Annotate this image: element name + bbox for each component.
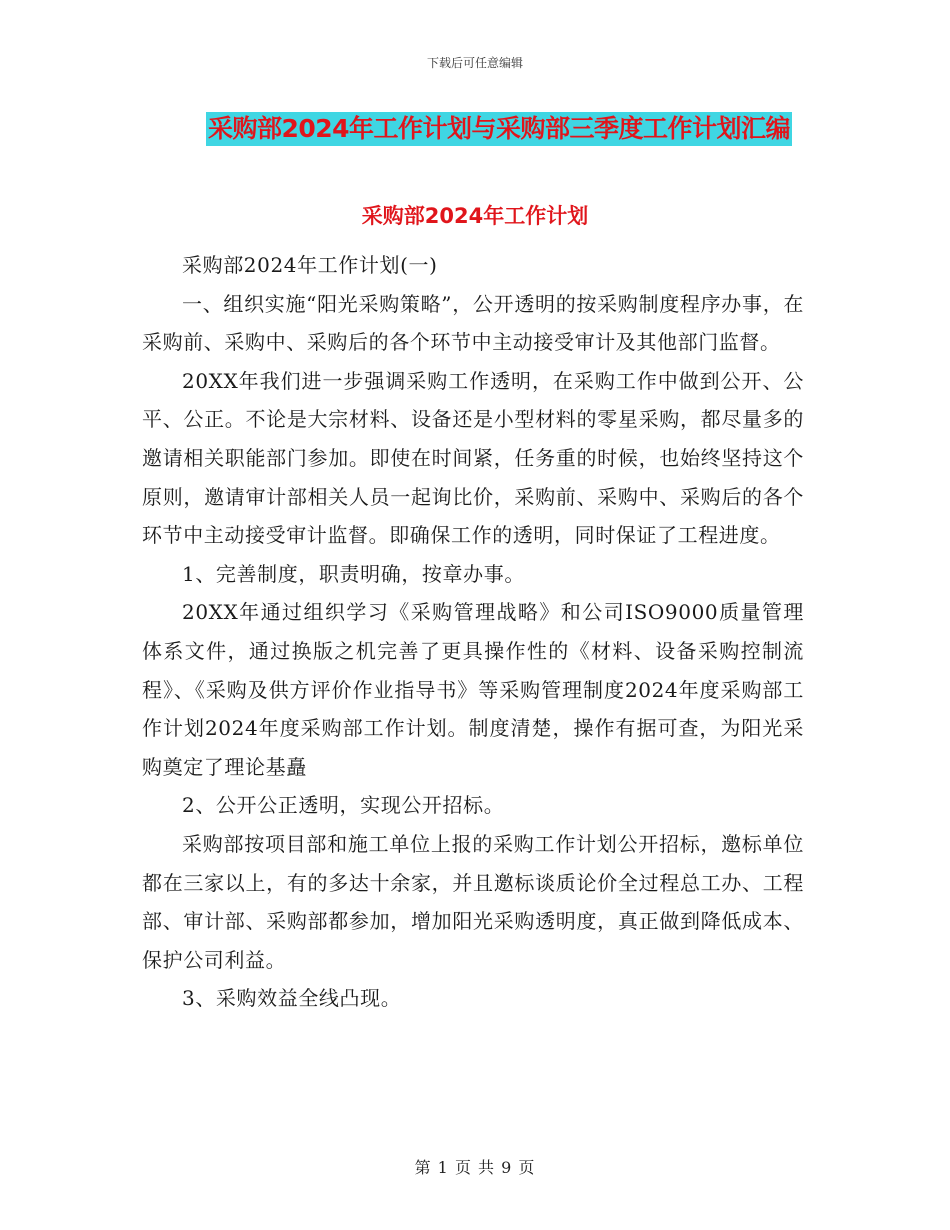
- paragraph: 2、公开公正透明，实现公开招标。: [182, 793, 505, 818]
- paragraph: 3、采购效益全线凸现。: [182, 986, 402, 1011]
- document-body: [142, 246, 804, 1018]
- paragraph: 一、组织实施“阳光采购策略”，公开透明的按采购制度程序办事，在采购前、采购中、采购后的各个环节中主动接受审计及其他部门监督。: [142, 291, 804, 355]
- paragraph: 20XX年通过组织学习《采购管理战略》和公司ISO9000质量管理体系文件，通过换版之机完善了更具操作性的《材料、设备采购控制流程》、《采购及供方评价作业指导书》等采购管理制度2024年度采购部工作计划2024年度采购部工作计划。制度清楚，操作有据可查，为阳光采购奠定了理论基矗: [142, 600, 804, 779]
- paragraph: 采购部2024年工作计划(一): [182, 253, 438, 277]
- paragraph: 采购部按项目部和施工单位上报的采购工作计划公开招标，邀标单位都在三家以上，有的多达十余家，并且邀标谈质论价全过程总工办、工程部、审计部、采购部都参加，增加阳光采购透明度，真正做到降低成本、保护公司利益。: [142, 831, 804, 972]
- page-indicator: 第 1 页 共 9 页: [414, 1158, 536, 1177]
- document-title-wrapper: [0, 112, 950, 146]
- document-title: 采购部2024年工作计划与采购部三季度工作计划汇编: [206, 112, 792, 146]
- paragraph: 1、完善制度，职责明确，按章办事。: [182, 561, 525, 586]
- section-title: 采购部2024年工作计划: [361, 204, 589, 228]
- paragraph: 20XX年我们进一步强调采购工作透明，在采购工作中做到公开、公平、公正。不论是大宗材料、设备还是小型材料的零星采购，都尽量多的邀请相关职能部门参加。即使在时间紧，任务重的时候，也始终坚持这个原则，邀请审计部相关人员一起询比价，采购前、采购中、采购后的各个环节中主动接受审计监督。即确保工作的透明，同时保证了工程进度。: [142, 368, 804, 548]
- header-note: 下载后可任意编辑: [426, 56, 523, 70]
